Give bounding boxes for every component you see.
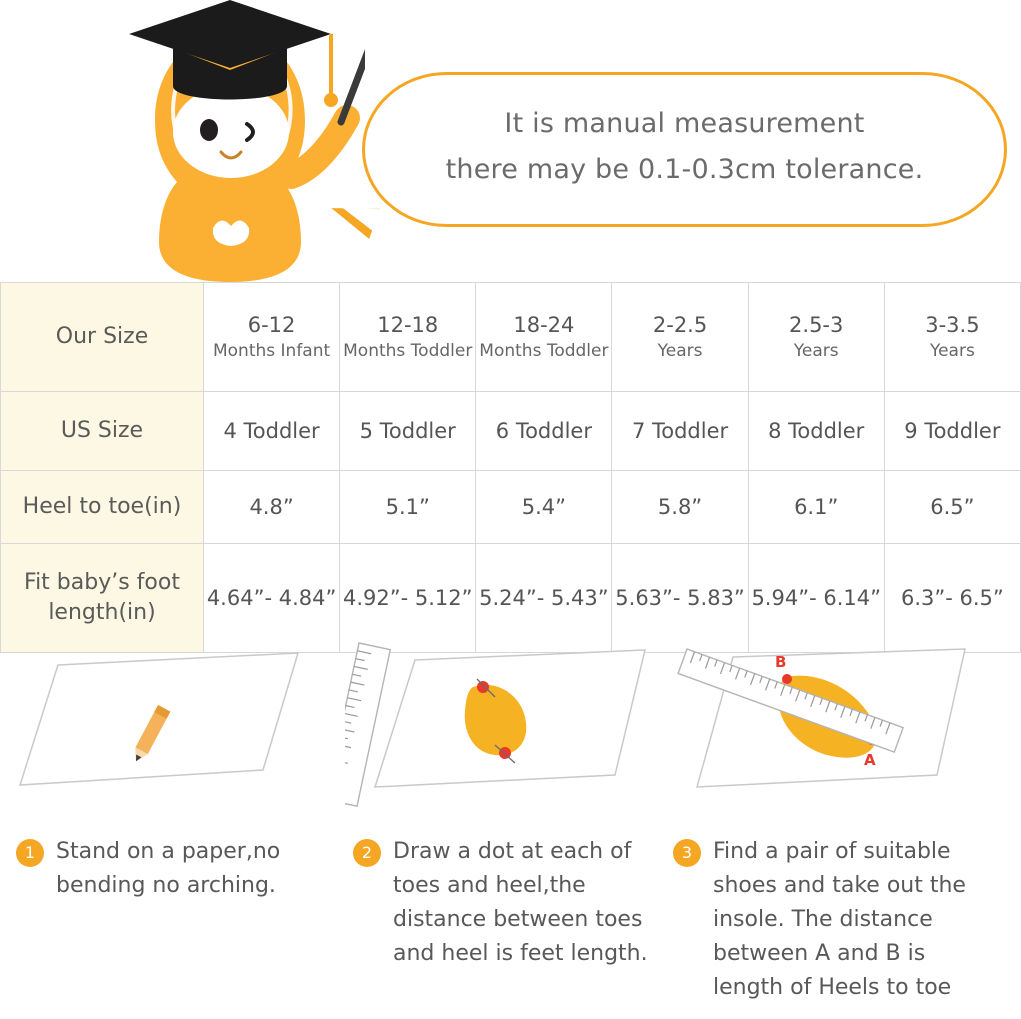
notice-line-1: It is manual measurement bbox=[504, 108, 865, 139]
table-cell: 4 Toddler bbox=[204, 392, 340, 471]
row-header-fit-foot-length: Fit baby’s foot length(in) bbox=[1, 544, 204, 653]
hero-section bbox=[0, 0, 1021, 282]
notice-text bbox=[365, 101, 1004, 193]
table-cell: 4.64”- 4.84” bbox=[204, 544, 340, 653]
table-cell bbox=[612, 283, 748, 392]
table-cell: 8 Toddler bbox=[748, 392, 884, 471]
step-1-caption bbox=[8, 835, 338, 903]
ruler-insole-ab-icon bbox=[665, 635, 995, 825]
cell-main: 2.5-3 bbox=[789, 313, 844, 337]
step-3 bbox=[665, 635, 995, 1019]
step-2 bbox=[345, 635, 675, 1019]
step-3-caption bbox=[665, 835, 995, 1005]
row-header-us-size: US Size bbox=[1, 392, 204, 471]
table-cell bbox=[748, 283, 884, 392]
table-cell: 6 Toddler bbox=[476, 392, 612, 471]
notice-line-2: there may be 0.1-0.3cm tolerance. bbox=[445, 154, 924, 185]
table-cell: 6.5” bbox=[884, 471, 1020, 544]
cell-sub: Months Infant bbox=[212, 341, 331, 361]
speech-bubble bbox=[362, 72, 1007, 227]
table-cell: 5.4” bbox=[476, 471, 612, 544]
table-cell: 4.8” bbox=[204, 471, 340, 544]
table-row bbox=[1, 392, 1021, 471]
table-cell: 5.63”- 5.83” bbox=[612, 544, 748, 653]
table-cell bbox=[884, 283, 1020, 392]
svg-text:A: A bbox=[864, 751, 876, 769]
table-cell: 5.8” bbox=[612, 471, 748, 544]
step-1-badge: 1 bbox=[16, 839, 44, 867]
cell-main: 12-18 bbox=[377, 313, 439, 337]
cell-sub: Months Toddler bbox=[343, 341, 473, 361]
measure-steps-section bbox=[0, 635, 1021, 1019]
step-3-text: Find a pair of suitable shoes and take out the insole. The distance between A and B is length of Heels to toe bbox=[713, 839, 966, 1000]
step-1-text: Stand on a paper,no bending no arching. bbox=[56, 839, 281, 898]
step-2-badge: 2 bbox=[353, 839, 381, 867]
cell-main: 18-24 bbox=[513, 313, 575, 337]
step-1 bbox=[8, 635, 338, 1019]
table-cell: 5 Toddler bbox=[340, 392, 476, 471]
cell-main: 3-3.5 bbox=[925, 313, 980, 337]
cell-sub: Years bbox=[793, 341, 839, 361]
graduate-owl-mascot bbox=[95, 0, 365, 282]
table-cell bbox=[340, 283, 476, 392]
svg-text:B: B bbox=[775, 653, 787, 671]
cell-sub: Months Toddler bbox=[479, 341, 609, 361]
table-cell: 5.94”- 6.14” bbox=[748, 544, 884, 653]
step-3-badge: 3 bbox=[673, 839, 701, 867]
table-cell: 4.92”- 5.12” bbox=[340, 544, 476, 653]
row-header-heel-to-toe: Heel to toe(in) bbox=[1, 471, 204, 544]
table-cell: 6.1” bbox=[748, 471, 884, 544]
table-cell bbox=[476, 283, 612, 392]
cell-sub: Years bbox=[929, 341, 975, 361]
cell-sub: Years bbox=[657, 341, 703, 361]
row-header-our-size: Our Size bbox=[1, 283, 204, 392]
paper-and-pencil-icon bbox=[8, 635, 338, 825]
table-cell: 7 Toddler bbox=[612, 392, 748, 471]
table-row bbox=[1, 471, 1021, 544]
cell-main: 2-2.5 bbox=[652, 313, 708, 337]
table-cell: 6.3”- 6.5” bbox=[884, 544, 1020, 653]
step-2-text: Draw a dot at each of toes and heel,the distance between toes and heel is feet length. bbox=[393, 839, 648, 966]
step-2-caption bbox=[345, 835, 675, 971]
table-row bbox=[1, 283, 1021, 392]
table-cell: 9 Toddler bbox=[884, 392, 1020, 471]
table-cell: 5.24”- 5.43” bbox=[476, 544, 612, 653]
table-cell: 5.1” bbox=[340, 471, 476, 544]
size-chart-table bbox=[0, 282, 1021, 653]
cell-main: 6-12 bbox=[247, 313, 296, 337]
ruler-foot-dots-icon bbox=[345, 635, 675, 825]
table-cell bbox=[204, 283, 340, 392]
